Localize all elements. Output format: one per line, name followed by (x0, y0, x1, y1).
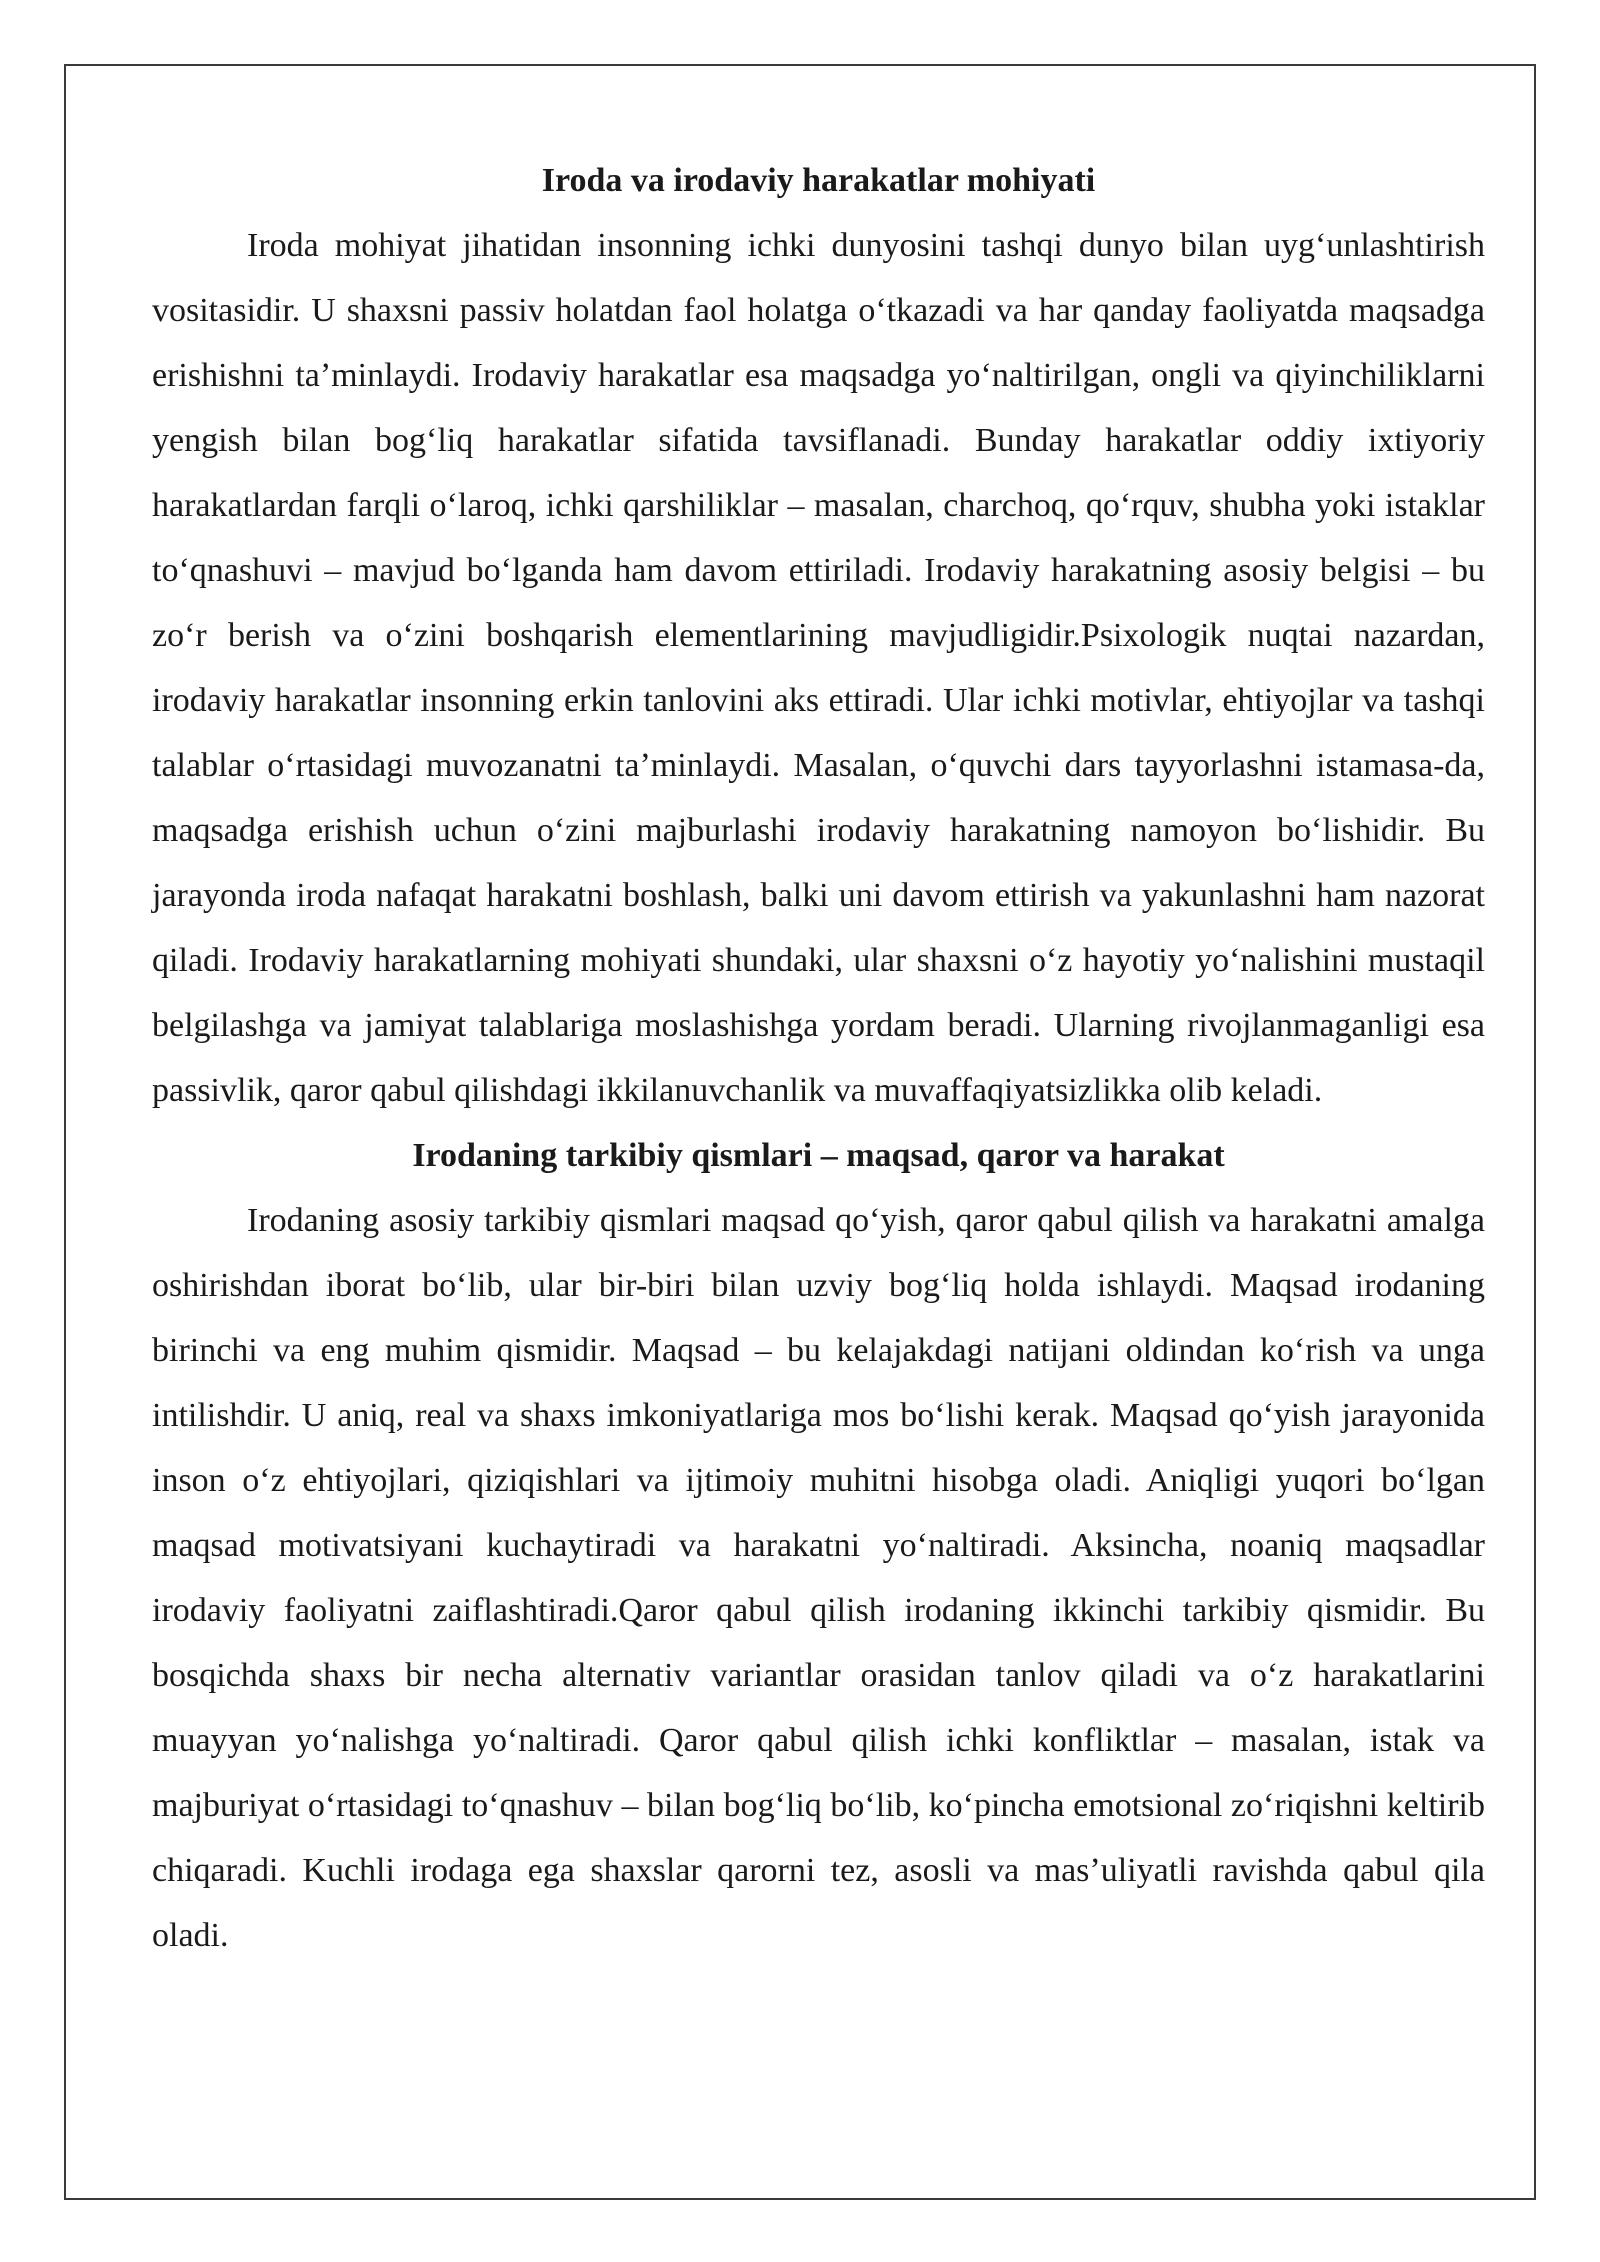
section-heading-essence: Iroda va irodaviy harakatlar mohiyati (541, 162, 1096, 199)
section-paragraph-components: Irodaning asosiy tarkibiy qismlari maqsad qoʻyish, qaror qabul qilish va harakatni amalga oshirishdan iborat boʻlib, ular bir-biri bilan uzviy bogʻliq holda ishlaydi. Maqsad irodaning birinchi va eng muhim qismidir. Maqsad – bu kelajakdagi natijani oldindan koʻrish va unga intilishdir. U aniq, real va shaxs imkoniyatlariga mos boʻlishi kerak. Maqsad qoʻyish jarayonida inson oʻz ehtiyojlari, qiziqishlari va ijtimoiy muhitni hisobga oladi. Aniqligi yuqori boʻlgan maqsad motivatsiyani kuchaytiradi va harakatni yoʻnaltiradi. Aksincha, noaniq maqsadlar irodaviy faoliyatni zaiflashtiradi.Qaror qabul qilish irodaning ikkinchi tarkibiy qismidir. Bu bosqichda shaxs bir necha alternativ variantlar orasidan tanlov qiladi va oʻz harakatlarini muayyan yoʻnalishga yoʻnaltiradi. Qaror qabul qilish ichki konfliktlar – masalan, istak va majburiyat oʻrtasidagi toʻqnashuv – bilan bogʻliq boʻlib, koʻpincha emotsional zoʻriqishni keltirib chiqaradi. Kuchli irodaga ega shaxslar qarorni tez, asosli va masʼuliyatli ravishda qabul qila oladi. (152, 1202, 1485, 1954)
section-paragraph-essence: Iroda mohiyat jihatidan insonning ichki dunyosini tashqi dunyo bilan uygʻunlashtirish vositasidir. U shaxsni passiv holatdan faol holatga oʻtkazadi va har qanday faoliyatda maqsadga erishishni taʼminlaydi. Irodaviy harakatlar esa maqsadga yoʻnaltirilgan, ongli va qiyinchiliklarni yengish bilan bogʻliq harakatlar sifatida tavsiflanadi. Bunday harakatlar oddiy ixtiyoriy harakatlardan farqli oʻlaroq, ichki qarshiliklar – masalan, charchoq, qoʻrquv, shubha yoki istaklar toʻqnashuvi – mavjud boʻlganda ham davom ettiriladi. Irodaviy harakatning asosiy belgisi – bu zoʻr berish va oʻzini boshqarish elementlarining mavjudligidir.Psixologik nuqtai nazardan, irodaviy harakatlar insonning erkin tanlovini aks ettiradi. Ular ichki motivlar, ehtiyojlar va tashqi talablar oʻrtasidagi muvozanatni taʼminlaydi. Masalan, oʻquvchi dars tayyorlashni istamasa-da, maqsadga erishish uchun oʻzini majburlashi irodaviy harakatning namoyon boʻlishidir. Bu jarayonda iroda nafaqat harakatni boshlash, balki uni davom ettirish va yakunlashni ham nazorat qiladi. Irodaviy harakatlarning mohiyati shundaki, ular shaxsni oʻz hayotiy yoʻnalishini mustaqil belgilashga va jamiyat talablariga moslashishga yordam beradi. Ularning rivojlanmaganligi esa passivlik, qaror qabul qilishdagi ikkilanuvchanlik va muvaffaqiyatsizlikka olib keladi. (152, 227, 1485, 1109)
document-body (152, 148, 1485, 1968)
section-heading-components: Irodaning tarkibiy qismlari – maqsad, qaror va harakat (412, 1137, 1225, 1174)
